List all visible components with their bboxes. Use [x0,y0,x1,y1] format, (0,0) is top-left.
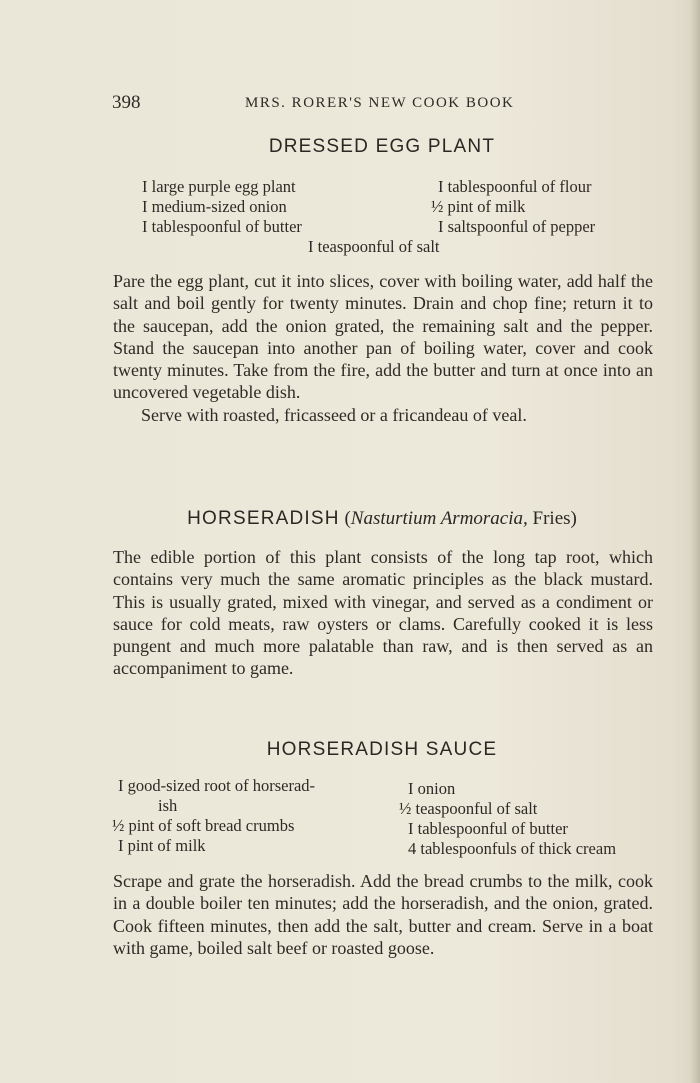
section-title-text: HORSERADISH [187,508,340,529]
running-title: MRS. RORER'S NEW COOK BOOK [245,95,515,111]
running-head [112,92,652,116]
ingredient-item: I onion [408,779,456,798]
ingredient-item: ½ teaspoonful of salt [399,799,538,818]
recipe-directions-dressed-egg-plant [113,270,653,426]
ingredient-item: I tablespoonful of butter [408,819,568,838]
ingredient-item: ½ pint of soft bread crumbs [112,816,295,835]
description-paragraph: The edible portion of this plant consists of the long tap root, which contains very much the same aromatic principles as the black mustard. This is usually grated, mixed with vinegar, and served as a condiment or sauce for cold meats, raw oysters or clams. Carefully cooked it is less pungent and much more palatable than raw, and is then served as an accompaniment to game. [113,547,653,679]
ingredient-item: I teaspoonful of salt [308,237,440,256]
page-edge-shadow [690,0,700,1083]
ingredient-item: I pint of milk [118,836,206,855]
ingredient-item: ½ pint of milk [431,197,526,216]
directions-paragraph: Pare the egg plant, cut it into slices, cover with boiling water, add half the salt and boil gently for twenty minutes. Drain and chop fine; return it to the saucepan, add the onion grated, the remaining salt and the pepper. Stand the saucepan into another pan of boiling water, cover and cook twenty minutes. Take from the fire, add the butter and turn at once into an uncovered vegetable dish. [113,271,653,403]
recipe-title-dressed-egg-plant: DRESSED EGG PLANT [268,136,496,157]
ingredient-item: ish [158,796,178,815]
recipe-title-horseradish-sauce: HORSERADISH SAUCE [266,739,498,760]
latin-open: ( [339,508,351,529]
ingredient-item: I tablespoonful of butter [142,217,302,236]
ingredient-item: I large purple egg plant [142,177,296,196]
section-title-horseradish [112,508,652,530]
recipe-directions-horseradish-sauce [113,870,653,959]
ingredient-item: I good-sized root of horserad- [118,776,316,795]
latin-name: Nasturtium Armoracia, [350,508,528,529]
ingredient-item: 4 tablespoonfuls of thick cream [408,839,617,858]
directions-paragraph: Scrape and grate the horseradish. Add the bread crumbs to the milk, cook in a double boiler ten minutes; add the horseradish, and the onion, grated. Cook fifteen minutes, then add the salt, butter and cream. Serve in a boat with game, boiled salt beef or roasted goose. [113,871,653,958]
page-number: 398 [112,92,141,113]
latin-author: Fries) [527,508,577,529]
horseradish-description [113,546,653,680]
ingredient-item: I saltspoonful of pepper [438,217,596,236]
serving-paragraph: Serve with roasted, fricasseed or a fricandeau of veal. [141,404,527,425]
ingredient-item: I medium-sized onion [142,197,287,216]
ingredient-item: I tablespoonful of flour [438,177,592,196]
